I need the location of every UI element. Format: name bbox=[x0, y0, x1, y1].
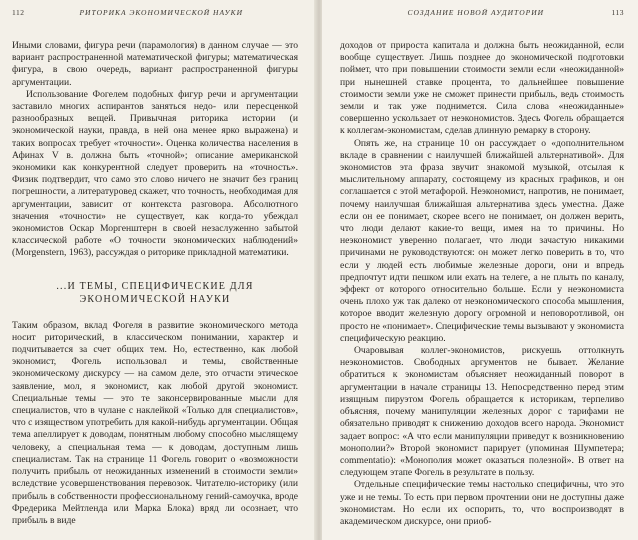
left-paragraph-3: Таким образом, вклад Фогеля в развитие экономического метода носит риторический, в классическом понимании, характер и подчитывается за счет общих тем. Но, естественно, как любой экономист, Фогель использовал и темы, свойственные экономическому дискурсу — на самом деле, это отчасти этическое заявление, мол, я экономист, как любой другой экономист. Специальные темы — это те законсервированные мысли для специалистов, что в чулане с наклейкой «Только для специалистов», что с изяществом употребить для какой-нибудь аргументации. Общая тема апеллирует к доводам, понятным любому способно мыслящему человеку, а специальная тема — к доводам, доступным лишь специалистам. Так на странице 11 Фогель говорит о «возможности получить прибыль от неожиданных изменений в стоимости земли» вследствие усовершенствования перевозок. Читателю-историку (или прибыль в собственности профессиональному гений-самоучка, вроде Фредерика Мейтленда или Марка Блока) вряд ли осознает, что прибыль в виде bbox=[12, 319, 298, 526]
right-paragraph-1: доходов от прироста капитала и должна быть неожиданной, если вообще существует. Лишь позднее до экономической подготовки поймет, что при повышении стоимости земли если «неожиданной» при нынешней ставке процента, то дальнейшее повышение стоимости земли уже не сможет принести прибыль, ведь стоимость земли и так уже поднимется. Сила слова «неожиданные» совершенно ускользает от неэкономистов. Здесь Фогель обращается к коллегам-экономистам, сделав длинную ремарку в сторону. bbox=[340, 40, 624, 137]
right-paragraph-3: Очаровывая коллег-экономистов, рискуешь оттолкнуть неэкономистов. Свободных аргументов не бывает. Желание обратиться к экономистам объясняет неожиданный поворот в аргументации в начале страницы 13. Непосредственно перед этим изящным пируэтом Фогель обращается к историкам, терпеливо объясняя, почему манипуляции железных дорог с тарифами не обязательно приводят к снижению доходов всего народа. Экономист задает вопрос: «А что если манипуляции приведут к возникновению монополии?» Второй экономист парирует (упоминая Шумпетера; commentatio): «Монополия может оказаться полезной». В ответ на следующем этапе Фогель в результате в пользу. bbox=[340, 345, 624, 479]
left-paragraph-1: Иными словами, фигура речи (парамология) в данном случае — это вариант распространенной математической фигуры; математическая фигура, в свою очередь, вариант распространенной фигуры аргументации. bbox=[12, 40, 298, 88]
right-paragraph-2: Опять же, на странице 10 он рассуждает о «дополнительном вкладе в сравнении с наилучшей ближайшей альтернативой». Для экономистов эта фраза звучит знакомой музыкой, отсылая к мыслительному аппарату, состоящему из красных графиков, и он соглашается с этой метафорой. Неэкономист, напротив, не понимает, почему наилучшая ближайшая альтернатива здесь уместна. Даже если он ее понимает, скорее всего не понимает, он должен верить, что люди делают какие-то вещи, имея на то причины. Но неэкономист уверенно полагает, что люди зачастую никакими причинами не руководствуются: он может легко поверить в то, что если у людей есть любимые железные дороги, они и впредь предпочтут идти пешком или ехать на телеге, а не плыть по каналу, эффект от которого относительно больше. Если у неэкономиста очень плохо уж так далеко от неэкономического способа мышления, которое вводит железную дорогу огромной и неповоротливой, он просто не «понимает». Специфические темы вызывают у экономиста специфическую реакцию. bbox=[340, 137, 624, 344]
right-page-number: 113 bbox=[611, 8, 624, 17]
section-heading-line1: ...И ТЕМЫ, СПЕЦИФИЧЕСКИЕ ДЛЯ bbox=[56, 280, 254, 292]
left-running-title: РИТОРИКА ЭКОНОМИЧЕСКОЙ НАУКИ bbox=[79, 8, 243, 17]
right-page bbox=[322, 0, 638, 540]
section-heading-line2: ЭКОНОМИЧЕСКОЙ НАУКИ bbox=[79, 293, 231, 305]
section-heading bbox=[22, 280, 288, 306]
right-paragraph-4: Отдельные специфические темы настолько специфичны, что это уже и не темы. То есть при первом прочтении они не доступны даже экономистам. Но если их оспорить, то, что воспроизводят в академическом дискурсе, они приоб- bbox=[340, 479, 624, 527]
left-paragraph-2: Использование Фогелем подобных фигур речи и аргументации заставило многих аспирантов заняться недо- или пересценкой разнообразных вещей. Привычная риторика истории (и экономической науки, правда, в ней она менее ярко выражена) и таких вопросах требует «точности». Оценка количества населения в Афинах V в. должна быть «точной»; описание американской экономики как конкурентной следует проверить на «точность». Физик подтвердит, что само это слово ничего не значит без границ погрешности, а литературовед скажет, что точность, необходимая для аргументации, зависит от контекста разговора. Абсолютного значения «точности» не существует, как когда-то убеждал экономистов Оскар Моргенштерн в своей незаслуженно забытой классической работе «О точности экономических наблюдений» (Morgenstern, 1963), рассуждая о риторике прикладной математики. bbox=[12, 88, 298, 259]
right-running-title: СОЗДАНИЕ НОВОЙ АУДИТОРИИ bbox=[407, 8, 545, 17]
left-page bbox=[0, 0, 316, 540]
left-page-number: 112 bbox=[12, 8, 25, 17]
right-running-head bbox=[340, 8, 624, 22]
left-running-head bbox=[12, 8, 298, 22]
